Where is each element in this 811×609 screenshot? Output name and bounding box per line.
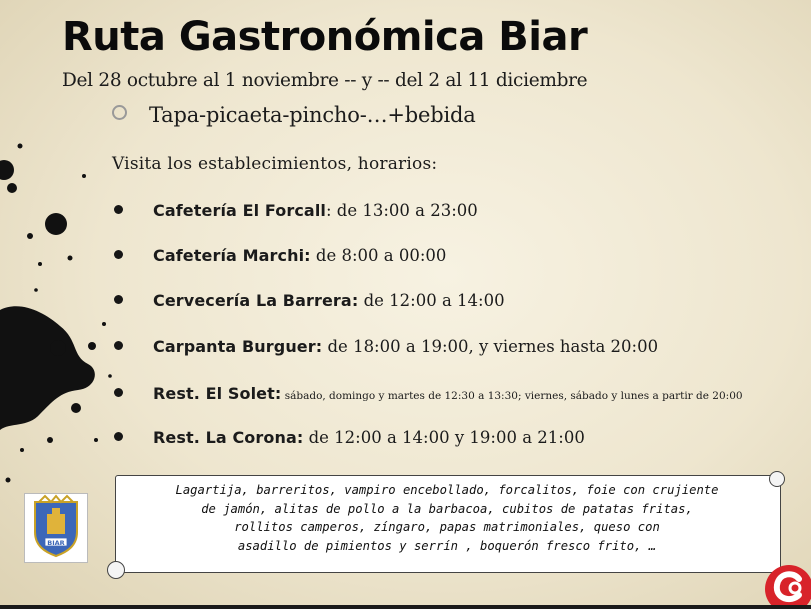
bullet-icon [114,250,123,259]
scroll-curl-icon [107,561,125,579]
list-item [114,246,446,266]
list-item [114,337,658,357]
visita-heading: Visita los establecimientos, horarios: [112,154,438,174]
bullet-icon [114,388,123,397]
place-name: Rest. El Solet: [153,384,282,403]
tapas-list [119,481,775,555]
menu-scroll [107,471,787,579]
place-name: Carpanta Burguer: [153,337,323,356]
biar-crest-logo [24,493,88,563]
bullet-icon [114,205,123,214]
bullet-icon [114,295,123,304]
crest-icon [25,494,87,562]
tapas-line: Lagartija, barreritos, vampiro encebollado, forcalitos, foie con crujiente [175,483,719,497]
page-title: Ruta Gastronómica Biar [62,14,588,60]
place-hours: sábado, domingo y martes de 12:30 a 13:30; viernes, sábado y lunes a partir de 20:00 [281,390,743,402]
place-name: Cervecería La Barrera: [153,291,359,310]
tapa-line [112,103,476,127]
tapas-line: asadillo de pimientos y serrín , boquerón fresco frito, … [237,538,657,553]
place-hours: de 12:00 a 14:00 y 19:00 a 21:00 [303,428,585,447]
tapa-text: Tapa-picaeta-pincho-…+bebida [149,103,476,127]
list-item [114,201,478,221]
ink-splatter-decoration [0,140,130,500]
place-hours: de 12:00 a 14:00 [358,291,505,310]
tapas-line: de jamón, alitas de pollo a la barbacoa, cubitos de patatas fritas, [201,501,693,516]
place-hours: de 18:00 a 19:00, y viernes hasta 20:00 [322,337,659,356]
bullet-icon [114,432,123,441]
logo-icon [759,557,811,609]
place-name: Rest. La Corona: [153,428,304,447]
crest-label: BIAR [47,539,65,547]
list-item [114,428,585,448]
place-name: Cafetería El Forcall [153,201,326,220]
place-hours: de 8:00 a 00:00 [310,246,447,265]
list-item [114,291,505,311]
tapas-line: rollitos camperos, zíngaro, papas matrimoniales, queso con [234,520,660,534]
place-name: Cafetería Marchi: [153,246,311,265]
place-hours: : de 13:00 a 23:00 [326,201,478,220]
bullet-icon [114,341,123,350]
ring-bullet-icon [112,105,127,120]
bottom-bar [0,605,811,609]
list-item [114,384,743,404]
channel-logo [759,557,811,609]
date-subtitle: Del 28 octubre al 1 noviembre -- y -- del 2 al 11 diciembre [62,70,588,91]
